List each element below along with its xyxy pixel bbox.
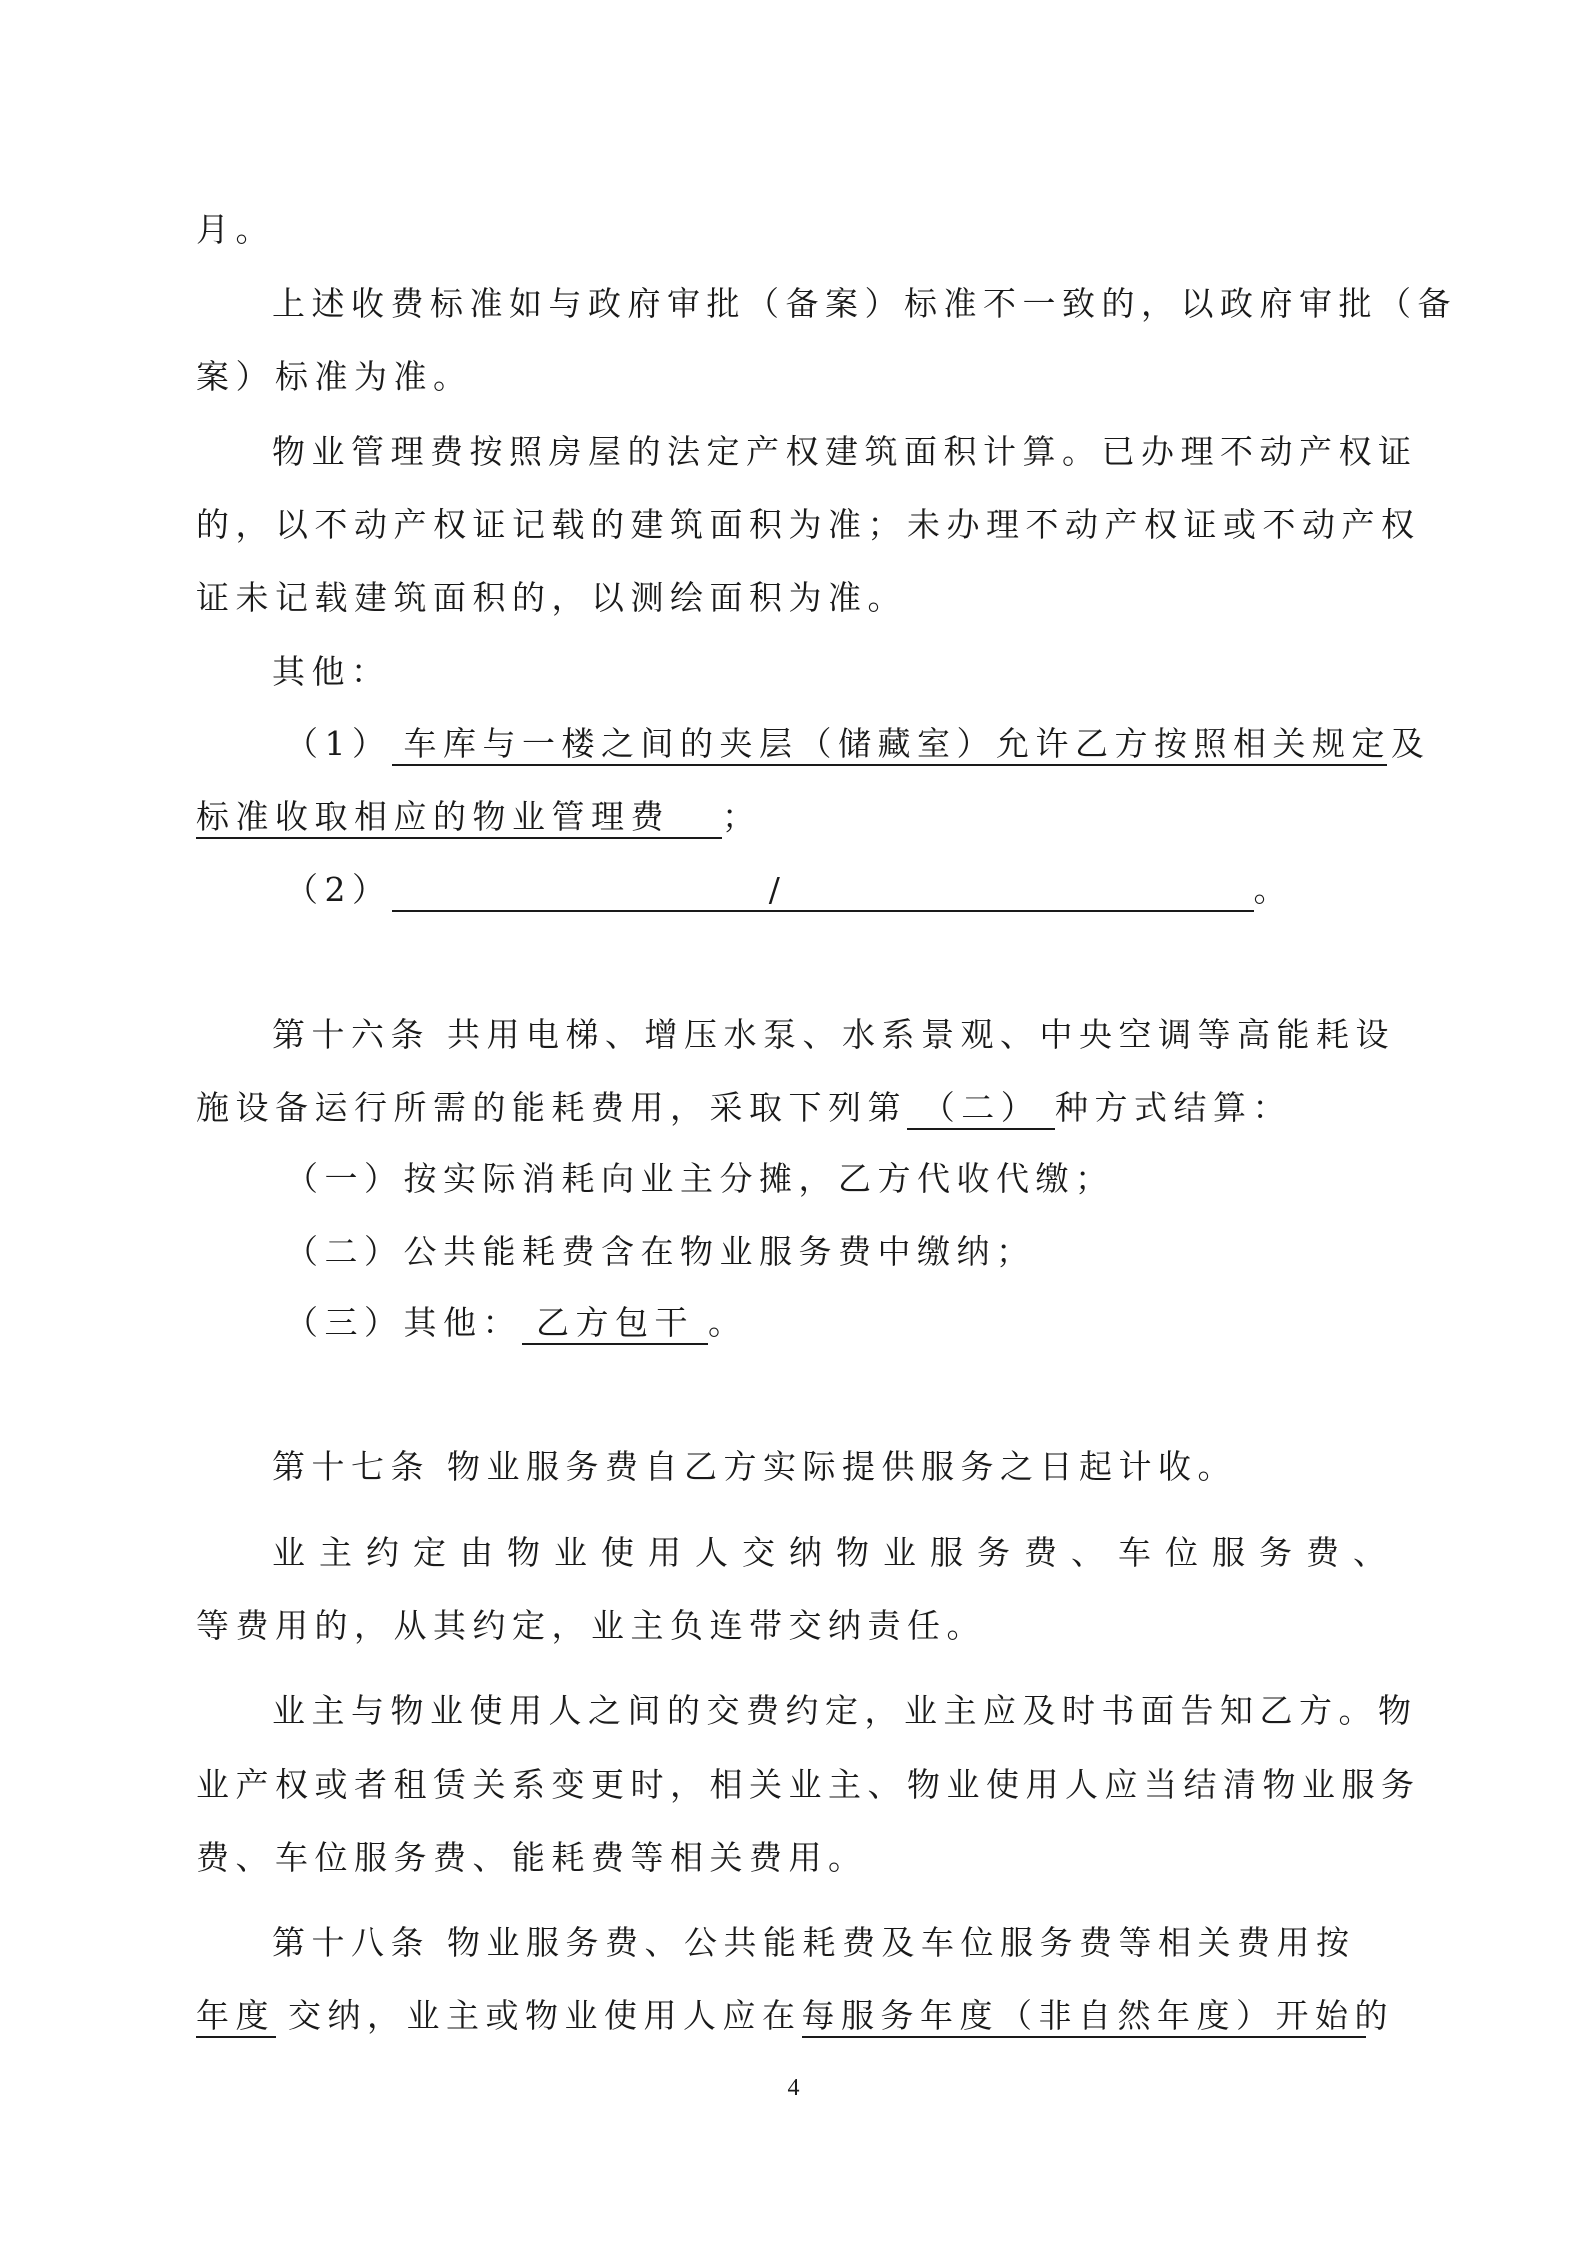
article-18-line1: 第十八条 物业服务费、公共能耗费及车位服务费等相关费用按 xyxy=(272,1923,1356,1962)
article-16-line1: 第十六条 共用电梯、增压水泵、水系景观、中央空调等高能耗设 xyxy=(272,1015,1395,1054)
article-16-option-3 xyxy=(285,1301,1356,1345)
paragraph-area-line2: 的，以不动产权证记载的建筑面积为准；未办理不动产权证或不动产权 xyxy=(196,505,1421,544)
item-2-end: 。 xyxy=(1253,870,1293,909)
article-16-line2 xyxy=(196,1086,1356,1130)
paragraph-area-line1: 物业管理费按照房屋的法定产权建筑面积计算。已办理不动产权证 xyxy=(272,432,1418,471)
item-2-number: （2） xyxy=(285,870,392,909)
article-17-line3: 等费用的，从其约定，业主负连带交纳责任。 xyxy=(196,1606,986,1645)
article-17-line5: 业产权或者租赁关系变更时，相关业主、物业使用人应当结清物业服务 xyxy=(196,1765,1421,1804)
paragraph-gov-standard-line2: 案）标准为准。 xyxy=(196,357,473,396)
article-18-period-fill: 年度 xyxy=(196,1996,276,2038)
other-item-2 xyxy=(285,868,1356,912)
article-16-option-2: （二）公共能耗费含在物业服务费中缴纳； xyxy=(285,1232,1036,1271)
article-16-option-3-fill: 乙方包干 xyxy=(522,1303,708,1345)
article-18-line2 xyxy=(196,1994,1394,2038)
item-1-fill-line1: 车库与一楼之间的夹层（储藏室）允许乙方按照相关规定及 xyxy=(392,724,1387,766)
article-16-text-a: 施设备运行所需的能耗费用，采取下列第 xyxy=(196,1088,907,1127)
item-1-fill-line2: 标准收取相应的物业管理费 xyxy=(196,797,722,839)
article-16-option-3-end: 。 xyxy=(708,1303,748,1342)
item-1-number: （1） xyxy=(285,724,392,763)
paragraph-continuation: 月。 xyxy=(196,210,275,249)
paragraph-area-line3: 证未记载建筑面积的，以测绘面积为准。 xyxy=(196,578,907,617)
page-number: 4 xyxy=(787,2075,800,2101)
article-16-option-3-label: （三）其他： xyxy=(285,1303,522,1342)
article-18-deadline-fill-1: 每服务年度（非自然年度）开始的 xyxy=(802,1996,1366,2038)
other-item-1-line2 xyxy=(196,795,1356,839)
paragraph-other: 其他： xyxy=(272,652,391,691)
article-17-line2: 业主约定由物业使用人交纳物业服务费、车位服务费、 xyxy=(272,1533,1400,1572)
other-item-1-line1 xyxy=(285,722,1431,766)
article-17-line1: 第十七条 物业服务费自乙方实际提供服务之日起计收。 xyxy=(272,1447,1237,1486)
article-16-text-b: 种方式结算： xyxy=(1055,1088,1292,1127)
article-16-option-1: （一）按实际消耗向业主分摊，乙方代收代缴； xyxy=(285,1159,1115,1198)
article-18-text-a: 交纳，业主或物业使用人应在 xyxy=(288,1996,802,2035)
item-2-fill: / xyxy=(392,870,1254,912)
article-17-line4: 业主与物业使用人之间的交费约定，业主应及时书面告知乙方。物 xyxy=(272,1691,1418,1730)
item-1-end: ； xyxy=(722,797,762,836)
paragraph-gov-standard-line1: 上述收费标准如与政府审批（备案）标准不一致的，以政府审批（备 xyxy=(272,284,1457,323)
article-17-line6: 费、车位服务费、能耗费等相关费用。 xyxy=(196,1838,868,1877)
article-16-method-fill: （二） xyxy=(907,1088,1055,1130)
